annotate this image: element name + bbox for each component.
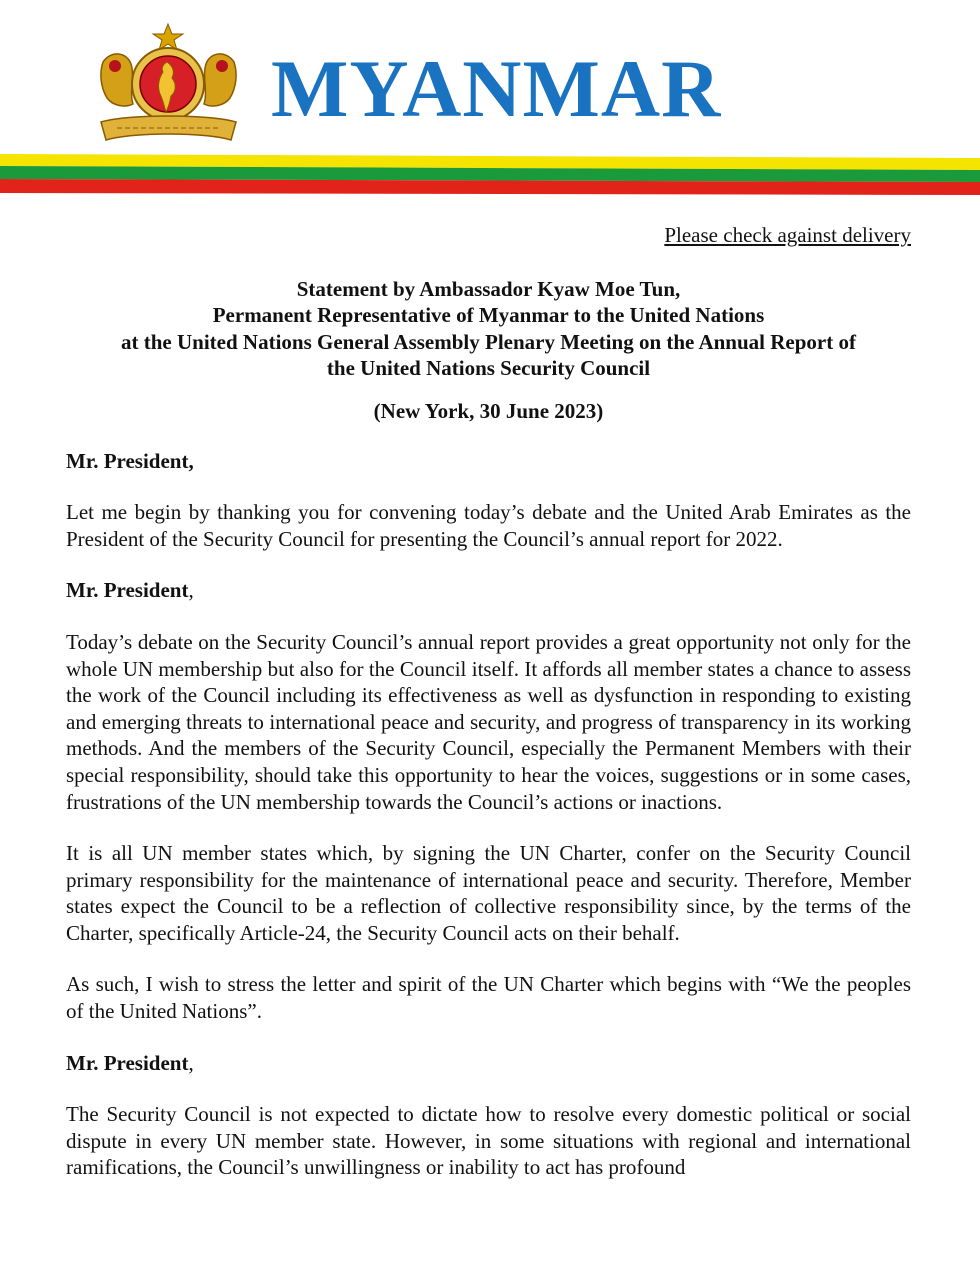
salutation-comma: , bbox=[188, 578, 194, 603]
state-emblem-icon bbox=[97, 22, 240, 144]
salutation-text: Mr. President bbox=[66, 578, 189, 603]
title-line: at the United Nations General Assembly Plenary Meeting on the Annual Report of bbox=[121, 329, 856, 354]
title-line: Permanent Representative of Myanmar to the United Nations bbox=[212, 303, 765, 328]
title-line: Statement by Ambassador Kyaw Moe Tun, bbox=[296, 276, 681, 301]
paragraph: It is all UN member states which, by signing the UN Charter, confer on the Security Council primary responsibility for the maintenance of international peace and security. Therefore, Member states expect the Council to be a reflection of collective responsibility since, by the terms of the Charter, specifically Article-24, the Security Council acts on their behalf. bbox=[66, 841, 911, 945]
statement-title bbox=[66, 276, 911, 382]
paragraph: Today’s debate on the Security Council’s annual report provides a great opportunity not only for the whole UN membership but also for the Council itself. It affords all member states a chance to assess the work of the Council including its effectiveness as well as dysfunction in responding to existing and emerging threats to international peace and security, and progress of transparency in its working methods. And the members of the Security Council, especially the Permanent Members with their special responsibility, should take this opportunity to hear the voices, suggestions or in some cases, frustrations of the UN membership towards the Council’s actions or inactions. bbox=[66, 629, 911, 814]
paragraph: The Security Council is not expected to dictate how to resolve every domestic political or social dispute in every UN member state. However, in some situations with regional and international ramifications, the Council’s unwillingness or inability to act has profound bbox=[66, 1102, 911, 1180]
salutation bbox=[66, 577, 911, 604]
salutation bbox=[66, 1050, 911, 1077]
paragraph: Let me begin by thanking you for convening today’s debate and the United Arab Emirates as the President of the Security Council for presenting the Council’s annual report for 2022. bbox=[66, 500, 911, 551]
salutation-text: Mr. President bbox=[66, 1050, 189, 1075]
statement-document bbox=[66, 222, 911, 1206]
flag-stripes bbox=[0, 152, 980, 198]
paragraph: As such, I wish to stress the letter and spirit of the UN Charter which begins with “We the peoples of the United Nations”. bbox=[66, 972, 911, 1024]
title-line: the United Nations Security Council bbox=[326, 356, 651, 381]
delivery-note: Please check against delivery bbox=[664, 223, 911, 247]
salutation-comma: , bbox=[188, 1050, 194, 1075]
date-line: (New York, 30 June 2023) bbox=[373, 398, 604, 423]
letterhead bbox=[0, 0, 980, 200]
country-name: MYANMAR bbox=[271, 43, 722, 134]
salutation: Mr. President, bbox=[66, 448, 194, 473]
